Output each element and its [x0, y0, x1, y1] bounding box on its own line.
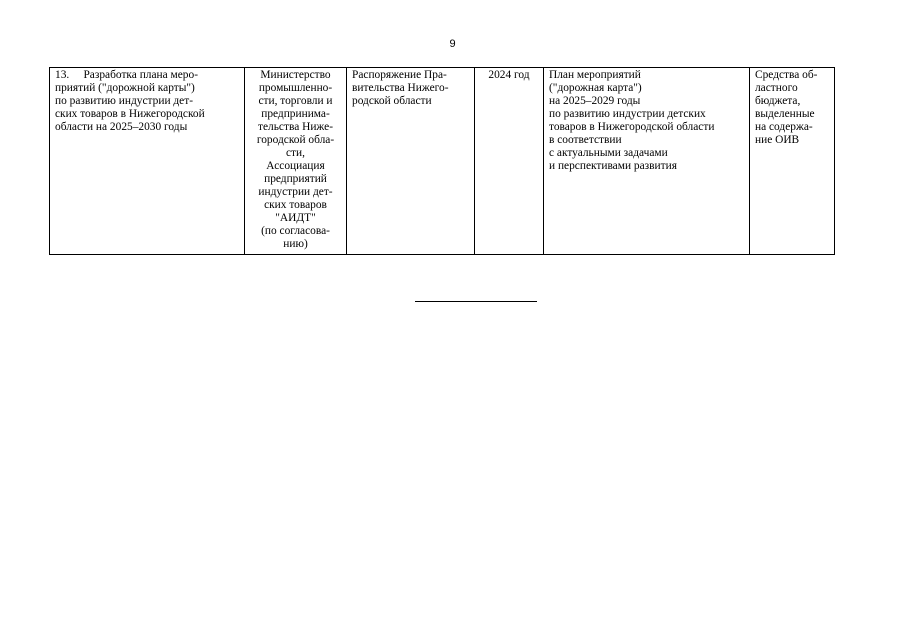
cell-line: нию) [283, 238, 308, 250]
cell-line: выделенные [755, 108, 815, 120]
cell-line: ("дорожная карта") [549, 82, 642, 94]
cell-line: Ассоциация [266, 160, 325, 172]
cell-line: по развитию индустрии дет- [55, 95, 194, 107]
cell-line: индустрии дет- [258, 186, 333, 198]
cell-expected-result [544, 68, 750, 255]
cell-line: тельства Ниже- [258, 121, 333, 133]
cell-line: ластного [755, 82, 798, 94]
cell-line: с актуальными задачами [549, 147, 668, 159]
page-number: 9 [449, 38, 456, 50]
roadmap-table [49, 67, 835, 255]
cell-funding-source [750, 68, 835, 255]
cell-line: области на 2025–2030 годы [55, 121, 188, 133]
table-row [50, 68, 835, 255]
cell-line: товаров в Нижегородской области [549, 121, 715, 133]
cell-line: по развитию индустрии детских [549, 108, 706, 120]
cell-line: "АИДТ" [275, 212, 316, 224]
cell-line: сти, торговли и [258, 95, 333, 107]
cell-line: 2024 год [488, 69, 530, 81]
cell-document-type [347, 68, 475, 255]
cell-line: и перспективами развития [549, 160, 677, 172]
cell-deadline [475, 68, 544, 255]
cell-item-description [50, 68, 245, 255]
cell-responsible [245, 68, 347, 255]
cell-line: ских товаров [264, 199, 327, 211]
cell-line: в соответствии [549, 134, 622, 146]
cell-line: сти, [286, 147, 305, 159]
cell-line: ние ОИВ [755, 134, 800, 146]
cell-line: родской области [352, 95, 432, 107]
cell-line: городской обла- [256, 134, 335, 146]
cell-line: вительства Нижего- [352, 82, 449, 94]
end-of-document-rule [415, 301, 537, 302]
cell-line: на 2025–2029 годы [549, 95, 641, 107]
cell-line: бюджета, [755, 95, 801, 107]
cell-line: Средства об- [755, 69, 818, 81]
cell-line: на содержа- [755, 121, 813, 133]
cell-line: приятий ("дорожной карты") [55, 82, 195, 94]
cell-line: ских товаров в Нижегородской [55, 108, 205, 120]
cell-line: (по согласова- [261, 225, 330, 237]
cell-line: предприятий [264, 173, 327, 185]
cell-line: Распоряжение Пра- [352, 69, 447, 81]
cell-line: промышленно- [258, 82, 333, 94]
cell-line: План мероприятий [549, 69, 641, 81]
cell-line: 13. Разработка плана меро- [55, 69, 198, 81]
cell-line: Министерство [260, 69, 331, 81]
cell-line: предпринима- [261, 108, 330, 120]
